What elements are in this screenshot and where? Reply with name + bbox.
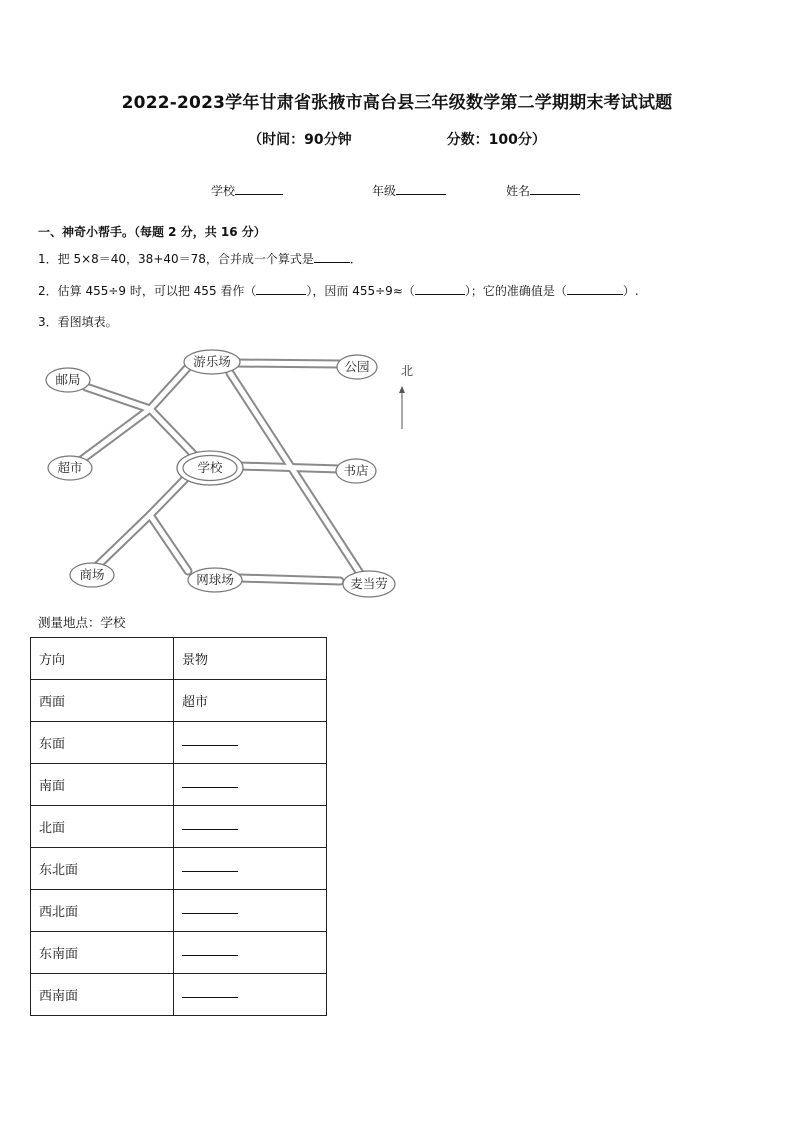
table-row: 东面 xyxy=(31,722,327,764)
place-park xyxy=(337,355,377,379)
table-row: 东北面 xyxy=(31,848,327,890)
table-row: 南面 xyxy=(31,764,327,806)
place-school xyxy=(177,451,243,485)
svg-text:商场: 商场 xyxy=(79,567,105,582)
map-diagram xyxy=(40,343,420,603)
school-label: 学校 xyxy=(211,184,236,198)
score-label: 分数：100分） xyxy=(446,132,546,148)
question-2: 2．估算 455÷9 时，可以把 455 看作（ ），因而 455÷9≈（ ）；它的准确值是（ ）. xyxy=(38,284,639,298)
table-row: 西面 超市 xyxy=(31,680,327,722)
place-mall xyxy=(70,563,114,587)
place-bookstore xyxy=(336,459,376,483)
question-3: 3．看图填表。 xyxy=(38,315,118,329)
svg-text:超市: 超市 xyxy=(57,460,83,475)
table-header-direction: 方向 xyxy=(31,638,174,680)
name-field[interactable] xyxy=(506,182,580,199)
table-header-row xyxy=(31,638,327,680)
place-amusement-park xyxy=(184,350,240,374)
answer-blank[interactable] xyxy=(182,735,238,746)
place-tennis-court xyxy=(188,568,242,592)
table-row: 西北面 xyxy=(31,890,327,932)
answer-blank[interactable] xyxy=(256,282,306,295)
answer-blank[interactable] xyxy=(182,903,238,914)
place-mcdonalds xyxy=(343,571,395,597)
page-title: 2022-2023学年甘肃省张掖市高台县三年级数学第二学期期末考试试题 xyxy=(121,93,673,113)
answer-blank[interactable] xyxy=(567,282,623,295)
answer-blank[interactable] xyxy=(182,819,238,830)
table-row: 西南面 xyxy=(31,974,327,1016)
svg-text:学校: 学校 xyxy=(197,460,223,475)
svg-text:公园: 公园 xyxy=(344,359,370,374)
svg-text:游乐场: 游乐场 xyxy=(193,354,231,369)
answer-blank[interactable] xyxy=(182,861,238,872)
table-row: 东南面 xyxy=(31,932,327,974)
answer-blank[interactable] xyxy=(182,945,238,956)
measure-point: 测量地点：学校 xyxy=(38,615,126,630)
school-field[interactable] xyxy=(211,182,283,199)
name-label: 姓名 xyxy=(506,184,531,198)
grade-field[interactable] xyxy=(372,182,446,199)
svg-text:书店: 书店 xyxy=(343,463,369,478)
direction-table xyxy=(30,637,327,1016)
svg-text:麦当劳: 麦当劳 xyxy=(350,576,388,591)
exam-meta xyxy=(0,129,794,149)
time-label: （时间：90分钟 xyxy=(248,132,352,148)
place-post-office xyxy=(46,368,90,392)
table-header-scene: 景物 xyxy=(174,638,327,680)
grade-label: 年级 xyxy=(372,184,397,198)
svg-text:北: 北 xyxy=(401,364,414,378)
table-row: 北面 xyxy=(31,806,327,848)
answer-blank[interactable] xyxy=(182,987,238,998)
question-1: 1．把 5×8＝40，38+40＝78，合并成一个算式是 ． xyxy=(38,252,362,266)
svg-text:邮局: 邮局 xyxy=(55,372,81,387)
answer-blank[interactable] xyxy=(182,777,238,788)
section-title: 一、神奇小帮手。（每题 2 分，共 16 分） xyxy=(38,225,266,239)
place-supermarket xyxy=(48,456,92,480)
north-arrow-icon xyxy=(399,364,413,429)
answer-blank[interactable] xyxy=(314,250,350,263)
svg-text:网球场: 网球场 xyxy=(196,572,234,587)
answer-blank[interactable] xyxy=(415,282,465,295)
